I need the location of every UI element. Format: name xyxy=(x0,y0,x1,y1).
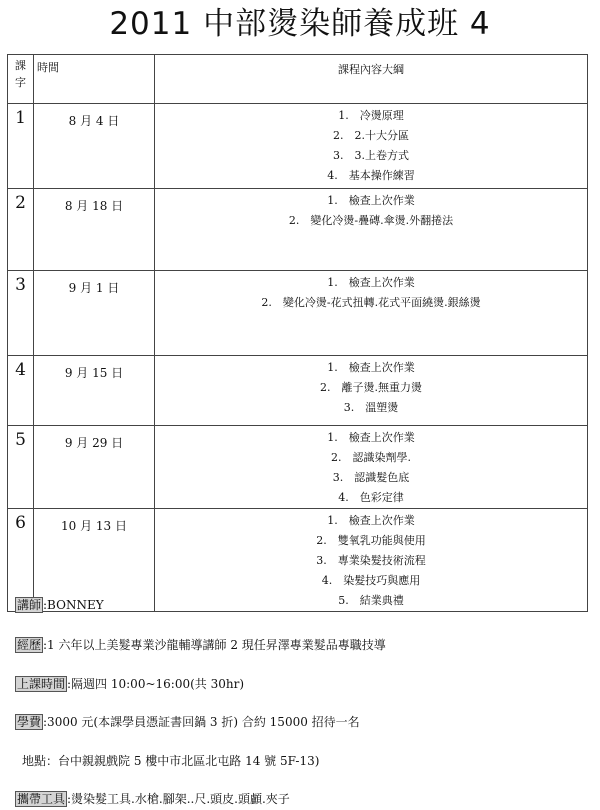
table-row xyxy=(8,104,588,189)
lesson-date: 8 月 18 日 xyxy=(34,189,155,271)
page-title: 2011 中部燙染師養成班 4 xyxy=(109,6,491,42)
lesson-topic-item: 3. 專業染髮技術流程 xyxy=(316,554,426,567)
tools-line xyxy=(15,790,290,808)
table-row xyxy=(8,271,588,356)
lesson-topic-item: 1. 檢查上次作業 xyxy=(327,431,415,444)
lesson-topic-list xyxy=(155,189,587,231)
lesson-topic-item: 2. 雙氧乳功能與使用 xyxy=(316,534,426,547)
class-time-line xyxy=(15,675,244,693)
fee-value: :3000 元(本課學員憑証書回鍋 3 折) 合約 15000 招待一名 xyxy=(43,715,360,729)
lesson-topic-list xyxy=(155,356,587,418)
lesson-topic-list xyxy=(155,271,587,313)
lesson-topic-item: 2. 離子燙.無重力燙 xyxy=(320,381,422,394)
lesson-number: 4 xyxy=(8,356,34,426)
lesson-date: 9 月 1 日 xyxy=(34,271,155,356)
lesson-content xyxy=(155,356,588,426)
location-line xyxy=(22,752,319,770)
lesson-date: 10 月 13 日 xyxy=(34,509,155,612)
fee-label: 學費 xyxy=(17,715,42,729)
experience-label: 經歷 xyxy=(17,638,42,652)
lesson-topic-item: 2. 認識染劑學. xyxy=(331,451,411,464)
course-schedule-table xyxy=(7,54,588,612)
class-time-value: :隔週四 10:00~16:00(共 30hr) xyxy=(67,677,245,691)
lesson-content xyxy=(155,189,588,271)
table-row xyxy=(8,356,588,426)
table-header-row xyxy=(8,55,588,104)
lesson-number: 3 xyxy=(8,271,34,356)
tools-value: :燙染髮工具.水槍.腳架..尺.頭皮.頭顱.夾子 xyxy=(67,792,290,806)
lesson-topic-item: 1. 冷燙原理 xyxy=(338,109,404,122)
lesson-number: 5 xyxy=(8,426,34,509)
lesson-topic-item: 1. 檢查上次作業 xyxy=(327,514,415,527)
lesson-topic-item: 1. 檢查上次作業 xyxy=(327,361,415,374)
lesson-topic-item: 1. 檢查上次作業 xyxy=(327,194,415,207)
experience-line xyxy=(15,636,386,654)
lesson-topic-item: 1. 檢查上次作業 xyxy=(327,276,415,289)
header-lesson-number xyxy=(8,55,34,104)
table-body xyxy=(8,104,588,612)
lesson-date: 9 月 15 日 xyxy=(34,356,155,426)
header-time: 時間 xyxy=(34,55,155,104)
lesson-number: 2 xyxy=(8,189,34,271)
lesson-number: 6 xyxy=(8,509,34,612)
lesson-topic-item: 2. 變化冷燙-花式扭轉.花式平面繞燙.銀絲燙 xyxy=(261,296,481,309)
instructor-label: 講師 xyxy=(17,598,42,612)
table-row xyxy=(8,189,588,271)
lesson-content xyxy=(155,426,588,509)
instructor-line xyxy=(15,596,104,614)
lesson-topic-item: 4. 色彩定律 xyxy=(338,491,404,504)
lesson-topic-list xyxy=(155,104,587,186)
lesson-number: 1 xyxy=(8,104,34,189)
lesson-content xyxy=(155,271,588,356)
class-time-label: 上課時間 xyxy=(17,677,66,691)
lesson-content xyxy=(155,509,588,612)
lesson-topic-item: 4. 染髮技巧與應用 xyxy=(321,574,421,587)
lesson-topic-list xyxy=(155,509,587,611)
lesson-topic-item: 5. 結業典禮 xyxy=(338,594,404,607)
lesson-topic-item: 3. 認識髮色底 xyxy=(332,471,410,484)
experience-value: :1 六年以上美髮專業沙龍輔導講師 2 現任昇澤專業髮品專職技導 xyxy=(43,638,386,652)
lesson-topic-item: 3. 溫塑燙 xyxy=(343,401,399,414)
location-value: 地點：台中親親戲院 5 樓中市北區北屯路 14 號 5F-13) xyxy=(22,754,320,768)
instructor-value: :BONNEY xyxy=(43,598,104,612)
header-content: 課程內容大綱 xyxy=(155,55,588,104)
lesson-content xyxy=(155,104,588,189)
lesson-topic-list xyxy=(155,426,587,508)
table-row xyxy=(8,426,588,509)
lesson-topic-item: 3. 3.上卷方式 xyxy=(333,149,409,162)
fee-line xyxy=(15,713,360,731)
header-lesson-number-text: 課 字 xyxy=(15,59,26,89)
lesson-date: 8 月 4 日 xyxy=(34,104,155,189)
tools-label: 攜帶工具 xyxy=(17,792,66,806)
lesson-topic-item: 4. 基本操作練習 xyxy=(327,169,415,182)
lesson-topic-item: 2. 2.十大分區 xyxy=(333,129,409,142)
lesson-date: 9 月 29 日 xyxy=(34,426,155,509)
lesson-topic-item: 2. 變化冷燙-疊磚.傘燙.外翻捲法 xyxy=(288,214,454,227)
